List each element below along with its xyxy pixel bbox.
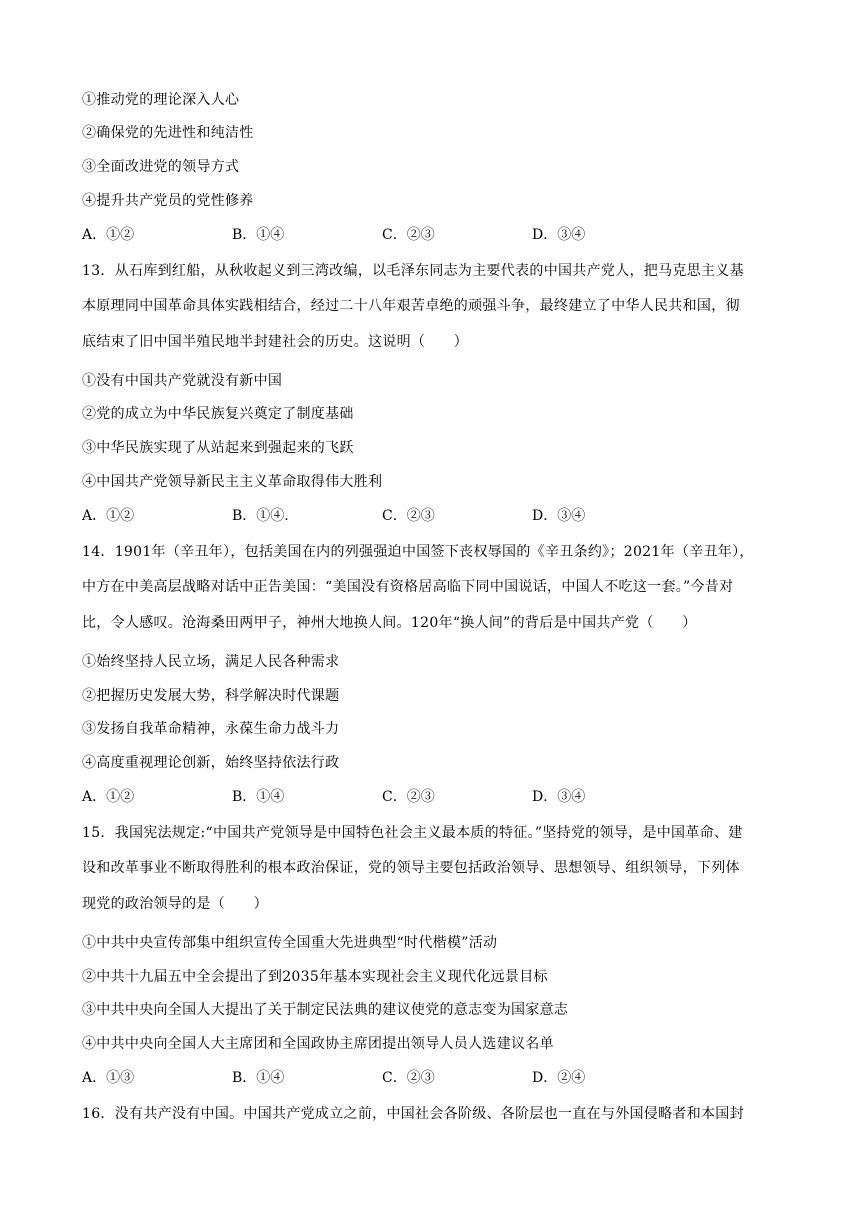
question-13-stem-line: 13．从石库到红船，从秋收起义到三湾改编，以毛泽东同志为主要代表的中国共产党人，把马克思主义基 [82, 263, 744, 279]
question-14-stem-line: 14．1901年（辛丑年），包括美国在内的列强强迫中国签下丧权辱国的《辛丑条约》；2021年（辛丑年）， [82, 544, 754, 560]
question-15-stem-line: 设和改革事业不断取得胜利的根本政治保证，党的领导主要包括政治领导、思想领导、组织领导，下列体 [82, 860, 740, 876]
question-13-stem-line: 本原理同中国革命具体实践相结合，经过二十八年艰苦卓绝的顽强斗争，最终建立了中华人民共和国，彻 [82, 298, 740, 314]
statement: ②中共十九届五中全会提出了到2035年基本实现社会主义现代化远景目标 [82, 969, 548, 985]
statement: ②把握历史发展大势，科学解决时代课题 [82, 688, 340, 704]
choice-b: B．①④ [232, 1070, 285, 1086]
question-14-stem-line: 比，令人感叹。沧海桑田两甲子，神州大地换人间。120年“换人间”的背后是中国共产党（ ） [82, 615, 697, 631]
question-14-stem-line: 中方在中美高层战略对话中正告美国：“美国没有资格居高临下同中国说话，中国人不吃这一套。”今昔对 [82, 579, 734, 595]
choice-d: D．②④ [532, 1070, 586, 1086]
statement: ③中共中央向全国人大提出了关于制定民法典的建议使党的意志变为国家意志 [82, 1002, 569, 1018]
choice-c: C．②③ [382, 789, 435, 805]
question-15-stem-line: 现党的政治领导的是（ ） [82, 896, 268, 912]
question-15-stem-line: 15．我国宪法规定:“中国共产党领导是中国特色社会主义最本质的特征。”坚持党的领导，是中国革命、建 [82, 825, 743, 841]
question-16-stem-line: 16．没有共产没有中国。中国共产党成立之前，中国社会各阶级、各阶层也一直在与外国侵略者和本国封 [82, 1106, 744, 1122]
choice-d: D．③④ [532, 508, 586, 524]
choice-c: C．②③ [382, 508, 435, 524]
statement: ①中共中央宣传部集中组织宣传全国重大先进典型“时代楷模”活动 [82, 935, 498, 951]
choice-c: C．②③ [382, 1070, 435, 1086]
choice-b: B．①④ [232, 789, 285, 805]
statement: ①始终坚持人民立场，满足人民各种需求 [82, 654, 340, 670]
choice-a: A．①② [82, 789, 135, 805]
choice-a: A．①② [82, 508, 135, 524]
statement: ②党的成立为中华民族复兴奠定了制度基础 [82, 406, 354, 422]
choice-c: C．②③ [382, 227, 435, 243]
choice-d: D．③④ [532, 227, 586, 243]
statement: ④提升共产党员的党性修养 [82, 193, 254, 209]
choice-a: A．①② [82, 227, 135, 243]
statement: ④中共中央向全国人大主席团和全国政协主席团提出领导人员人选建议名单 [82, 1036, 554, 1052]
statement: ④中国共产党领导新民主主义革命取得伟大胜利 [82, 474, 383, 490]
statement: ①推动党的理论深入人心 [82, 92, 240, 108]
statement: ③全面改进党的领导方式 [82, 159, 240, 175]
choice-a: A．①③ [82, 1070, 135, 1086]
choice-b: B．①④. [232, 508, 289, 524]
statement: ②确保党的先进性和纯洁性 [82, 125, 254, 141]
statement: ①没有中国共产党就没有新中国 [82, 373, 283, 389]
question-13-stem-line: 底结束了旧中国半殖民地半封建社会的历史。这说明（ ） [82, 334, 469, 350]
choice-b: B．①④ [232, 227, 285, 243]
statement: ④高度重视理论创新，始终坚持依法行政 [82, 755, 340, 771]
statement: ③发扬自我革命精神，永葆生命力战斗力 [82, 721, 340, 737]
statement: ③中华民族实现了从站起来到强起来的飞跃 [82, 440, 354, 456]
choice-d: D．③④ [532, 789, 586, 805]
